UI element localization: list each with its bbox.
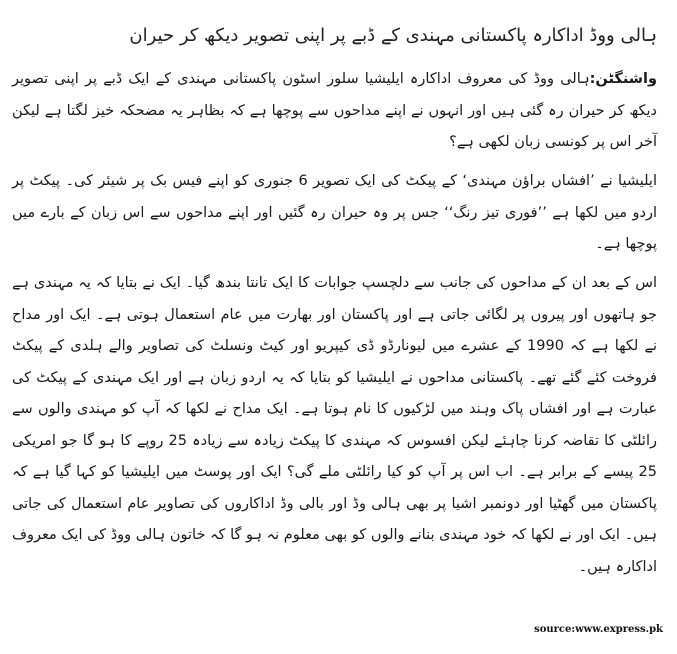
article-paragraph-1 — [12, 64, 657, 159]
source-credit: source:www.express.pk — [534, 624, 663, 635]
paragraph-text: ایلیشیا نے ’افشاں براؤن مہندی‘ کے پیکٹ کی ایک تصویر 6 جنوری کو اپنے فیس بک پر شیئر کی۔ پیکٹ پر اردو میں لکھا ہے ’’فوری تیز رنگ‘‘ جس پر وہ حیران رہ گئیں اور اپنے مداحوں سے اس زبان کے بارے میں پوچھا ہے۔ — [12, 173, 657, 252]
paragraph-text: ہالی ووڈ کی معروف اداکارہ ایلیشیا سلور اسٹون پاکستانی مہندی کے ایک ڈبے پر اپنی تصویر دیکھ کر حیران رہ گئی ہیں اور انہوں نے اپنے مداحوں سے پوچھا ہے کہ بظاہر یہ مضحکہ خیز لگتا ہے لیکن آخر اس پر کونسی زبان لکھی ہے؟ — [12, 71, 657, 150]
paragraph-text: اس کے بعد ان کے مداحوں کی جانب سے دلچسپ جوابات کا ایک تانتا بندھ گیا۔ ایک نے بتایا کہ یہ مہندی ہے جو ہاتھوں اور پیروں پر لگائی جاتی ہے اور پاکستان اور بھارت میں عام استعمال ہوتی ہے۔ ایک اور مداح نے لکھا ہے کہ 1990 کے عشرے میں لیونارڈو ڈی کیپریو اور کیٹ ونسلٹ کی تصاویر والے ہلدی کے پیکٹ فروخت کئے گئے تھے۔ پاکستانی مداحوں نے ایلیشیا کو بتایا کہ یہ اردو زبان ہے اور ایک مہندی کے پیکٹ کی عبارت ہے اور افشاں پاک وہند میں لڑکیوں کا نام ہوتا ہے۔ ایک مداح نے لکھا کہ آپ کو مہندی والوں سے رائلٹی کا تقاضہ کرنا چاہئے لیکن افسوس کہ مہندی کا پیکٹ زیادہ سے زیادہ 25 روپے کا ہو گا جو امریکی 25 پیسے کے برابر ہے۔ اب اس پر آپ کو کیا رائلٹی ملے گی؟ ایک اور پوسٹ میں ایلیشیا کو کہا گیا ہے کہ پاکستان میں گھٹیا اور دونمبر اشیا پر بھی ہالی وڈ اور بالی وڈ اداکاروں کی تصاویر عام استعمال کی جاتی ہیں۔ ایک اور نے لکھا کہ خود مہندی بنانے والوں کو بھی معلوم نہ ہو گا کہ خاتون ہالی ووڈ کی ایک معروف اداکارہ ہیں۔ — [12, 275, 657, 575]
dateline: واشنگٹن: — [589, 71, 657, 87]
article-paragraph-2 — [12, 166, 657, 261]
article-paragraph-3 — [12, 268, 657, 583]
article-title: ہالی ووڈ اداکارہ پاکستانی مہندی کے ڈبے پر اپنی تصویر دیکھ کر حیران — [129, 25, 657, 46]
